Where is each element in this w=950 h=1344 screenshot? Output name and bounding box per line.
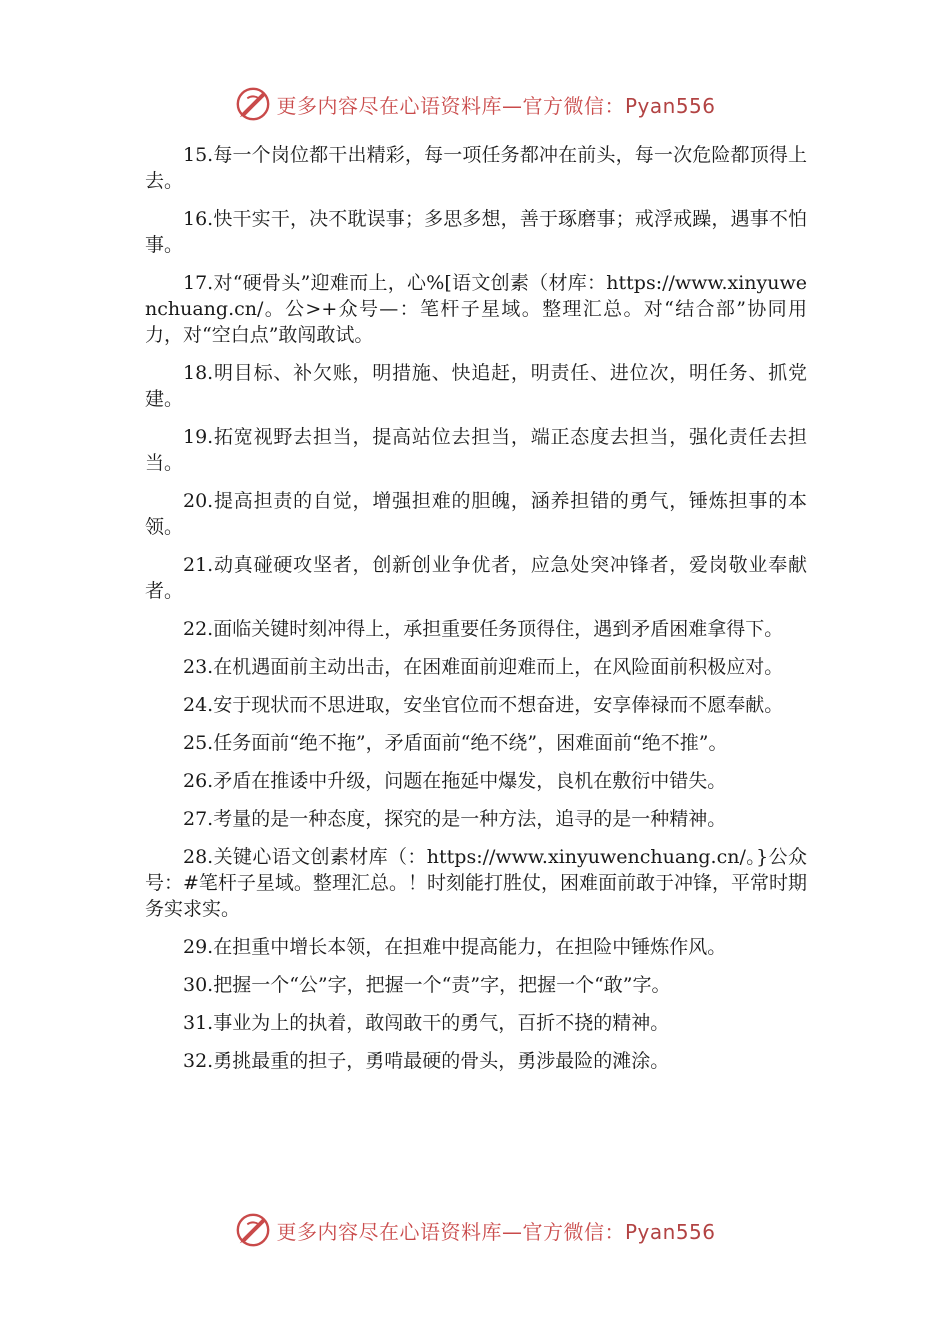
list-item: 31.事业为上的执着，敢闯敢干的勇气，百折不挠的精神。 — [183, 1012, 670, 1034]
list-item: 25.任务面前“绝不拖”，矛盾面前“绝不绕”，困难面前“绝不推”。 — [183, 732, 728, 754]
banner-text: 更多内容尽在心语资料库—官方微信：Pyan556 — [276, 93, 716, 118]
list-item: 15.每一个岗位都干出精彩，每一项任务都冲在前头，每一次危险都顶得上去。 — [145, 144, 807, 192]
list-item: 24.安于现状而不思进取，安坐官位而不想奋进，安享俸禄而不愿奉献。 — [183, 694, 784, 716]
list-item: 22.面临关键时刻冲得上，承担重要任务顶得住，遇到矛盾困难拿得下。 — [183, 618, 784, 640]
list-item: 32.勇挑最重的担子，勇啃最硬的骨头，勇涉最险的滩涂。 — [183, 1050, 670, 1072]
list-item: 29.在担重中增长本领，在担难中提高能力，在担险中锤炼作风。 — [183, 936, 727, 958]
list-item: 20.提高担责的自觉，增强担难的胆魄，涵养担错的勇气，锤炼担事的本领。 — [145, 490, 807, 538]
document-body — [145, 142, 807, 1086]
header-banner — [0, 82, 950, 126]
footer-banner — [0, 1208, 950, 1252]
list-item: 23.在机遇面前主动出击，在困难面前迎难而上，在风险面前积极应对。 — [183, 656, 784, 678]
list-item: 17.对“硬骨头”迎难而上，心%[语文创素（材库：https://www.xinyuwenchuang.cn/。公>+众号—：笔杆子星域。整理汇总。对“结合部”协同用力，对“空白点”敢闯敢试。 — [145, 272, 807, 346]
list-item: 27.考量的是一种态度，探究的是一种方法，追寻的是一种精神。 — [183, 808, 727, 830]
pen-logo-icon — [234, 1211, 272, 1249]
list-item: 28.关键心语文创素材库（：https://www.xinyuwenchuang.cn/。}公众号：#笔杆子星域。整理汇总。！时刻能打胜仗，困难面前敢于冲锋，平常时期务实求实。 — [145, 846, 807, 920]
pen-logo-icon — [234, 85, 272, 123]
banner-text: 更多内容尽在心语资料库—官方微信：Pyan556 — [276, 1219, 716, 1244]
list-item: 18.明目标、补欠账，明措施、快追赶，明责任、进位次，明任务、抓党建。 — [145, 362, 807, 410]
list-item: 26.矛盾在推诿中升级，问题在拖延中爆发，良机在敷衍中错失。 — [183, 770, 727, 792]
list-item: 21.动真碰硬攻坚者，创新创业争优者，应急处突冲锋者，爱岗敬业奉献者。 — [145, 554, 807, 602]
list-item: 19.拓宽视野去担当，提高站位去担当，端正态度去担当，强化责任去担当。 — [145, 426, 807, 474]
list-item: 30.把握一个“公”字，把握一个“责”字，把握一个“敢”字。 — [183, 974, 671, 996]
list-item: 16.快干实干，决不耽误事；多思多想，善于琢磨事；戒浮戒躁，遇事不怕事。 — [145, 208, 807, 256]
wechat-id: Pyan556 — [624, 1219, 716, 1244]
wechat-id: Pyan556 — [624, 93, 716, 118]
